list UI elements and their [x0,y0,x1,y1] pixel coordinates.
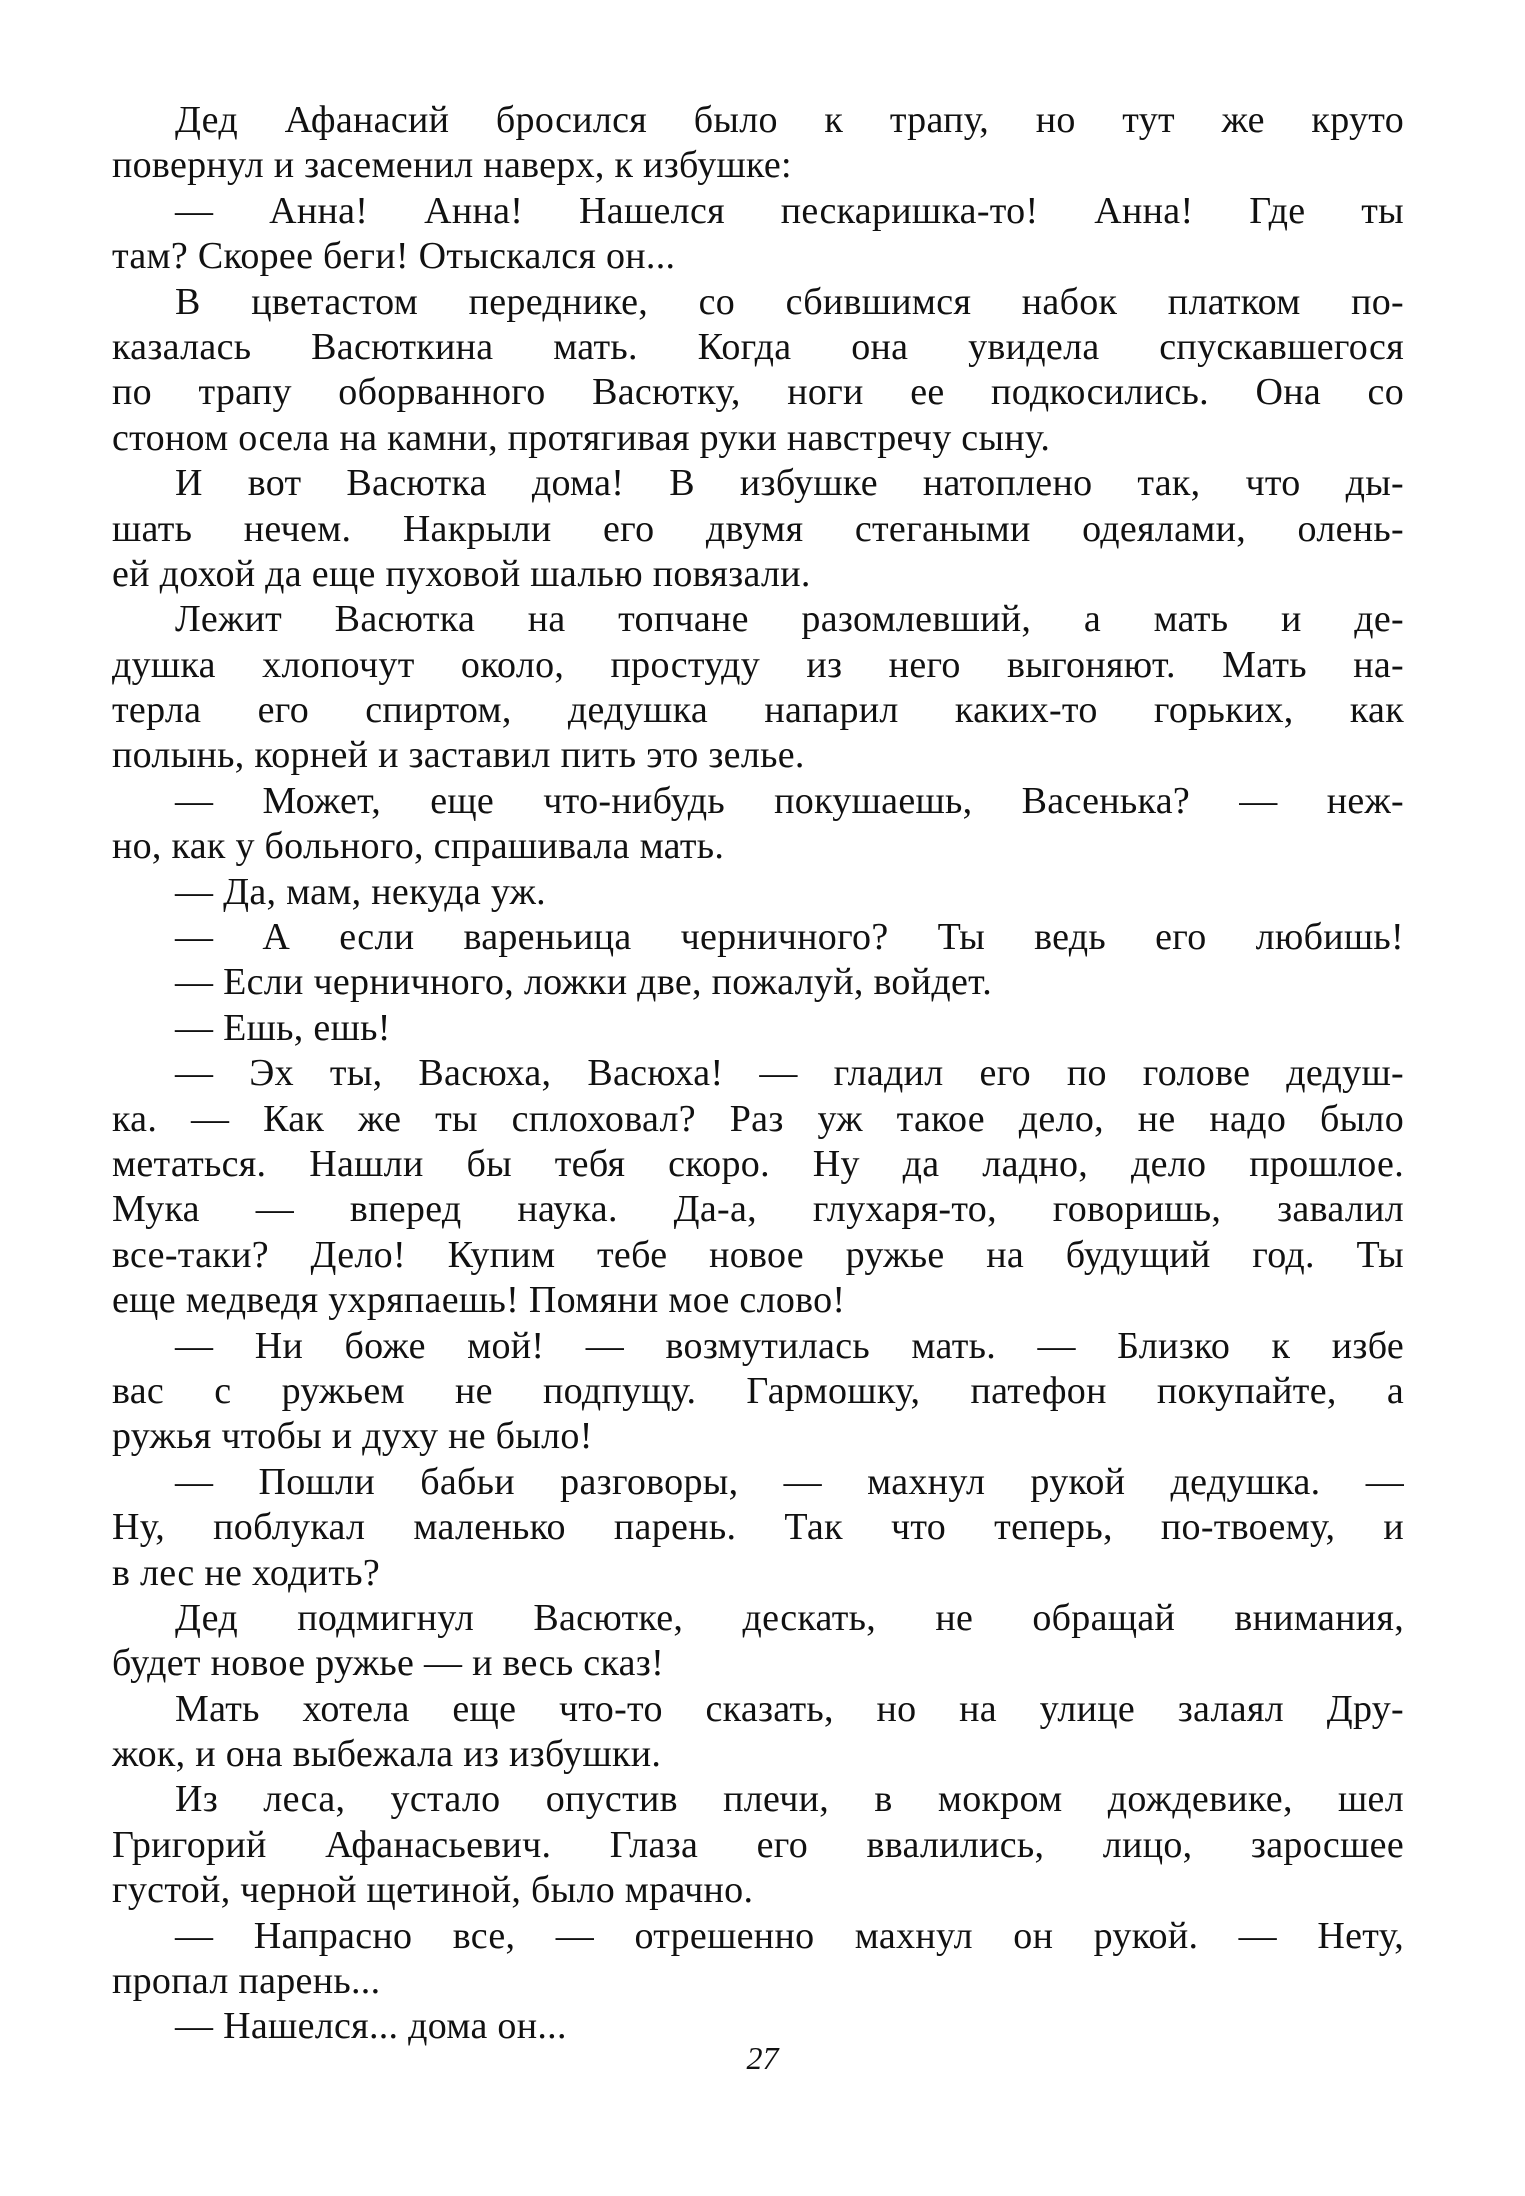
text-line: терла его спиртом, дедушка напарил каких-то горьких, как [112,689,1404,732]
text-line: Дед Афанасий бросился было к трапу, но тут же круто [175,99,1404,141]
text-line: — Если черничного, ложки две, пожалуй, войдет. [175,961,993,1004]
text-line: — Ни боже мой! — возмутилась мать. — Близко к избе [175,1324,1404,1367]
text-line: — Нашелся... дома он... [175,2005,567,2048]
text-line: в лес не ходить? [112,1551,381,1594]
page-number: 27 [746,2040,779,2076]
text-line: жок, и она выбежала из избушки. [112,1733,662,1776]
text-line: Григорий Афанасьевич. Глаза его ввалились, лицо, заросшее [112,1823,1404,1866]
text-line: Мука — вперед наука. Да-а, глухаря-то, говоришь, завалил [112,1188,1404,1231]
text-line: Из леса, устало опустив плечи, в мокром дождевике, шел [175,1778,1404,1821]
text-line: ружья чтобы и духу не было! [112,1415,593,1458]
text-line: полынь, корней и заставил пить это зелье. [112,734,805,777]
text-line: шать нечем. Накрыли его двумя стегаными одеялами, олень- [112,507,1404,550]
text-line: густой, черной щетиной, было мрачно. [112,1869,754,1912]
text-line: Лежит Васютка на топчане разомлевший, а мать и де- [175,598,1404,641]
text-line: пропал парень... [112,1960,381,2003]
text-line: — А если вареньица черничного? Ты ведь его любишь! [175,916,1404,959]
text-line: Мать хотела еще что-то сказать, но на улице залаял Дру- [175,1687,1404,1730]
text-line: — Ешь, ешь! [175,1006,391,1049]
text-line: метаться. Нашли бы тебя скоро. Ну да ладно, дело прошлое. [112,1142,1404,1185]
body-text [112,98,1404,2050]
text-line: ей дохой да еще пуховой шалью повязали. [112,552,811,595]
text-line: Ну, поблукал маленько парень. Так что теперь, по-твоему, и [112,1506,1404,1549]
text-line: по трапу оборванного Васютку, ноги ее подкосились. Она со [112,371,1404,414]
text-line: — Может, еще что-нибудь покушаешь, Васенька? — неж- [175,779,1404,822]
text-line: — Пошли бабьи разговоры, — махнул рукой дедушка. — [175,1460,1404,1503]
text-line: все-таки? Дело! Купим тебе новое ружье на будущий год. Ты [112,1233,1404,1276]
text-line: — Да, мам, некуда уж. [175,870,546,913]
text-line: — Напрасно все, — отрешенно махнул он рукой. — Нету, [175,1914,1404,1957]
text-line: стоном осела на камни, протягивая руки навстречу сыну. [112,416,1051,459]
text-line: И вот Васютка дома! В избушке натоплено так, что ды- [175,462,1404,505]
text-line: — Эх ты, Васюха, Васюха! — гладил его по голове дедуш- [175,1052,1404,1095]
text-line: ка. — Как же ты сплоховал? Раз уж такое дело, не надо было [112,1097,1404,1140]
text-line: душка хлопочут около, простуду из него выгоняют. Мать на- [112,643,1404,686]
text-line: еще медведя ухряпаешь! Помяни мое слово! [112,1279,846,1322]
text-line: будет новое ружье — и весь сказ! [112,1642,665,1685]
text-line: казалась Васюткина мать. Когда она увидела спускавшегося [112,325,1404,368]
text-line: там? Скорее беги! Отыскался он... [112,235,676,278]
text-line: но, как у больного, спрашивала мать. [112,825,725,868]
text-line: В цветастом переднике, со сбившимся набок платком по- [175,280,1404,323]
text-line: — Анна! Анна! Нашелся пескаришка-то! Анна! Где ты [175,189,1404,232]
text-line: Дед подмигнул Васютке, дескать, не обращай внимания, [175,1596,1404,1639]
text-line: повернул и засеменил наверх, к избушке: [112,144,792,187]
text-line: вас с ружьем не подпущу. Гармошку, патефон покупайте, а [112,1369,1404,1412]
